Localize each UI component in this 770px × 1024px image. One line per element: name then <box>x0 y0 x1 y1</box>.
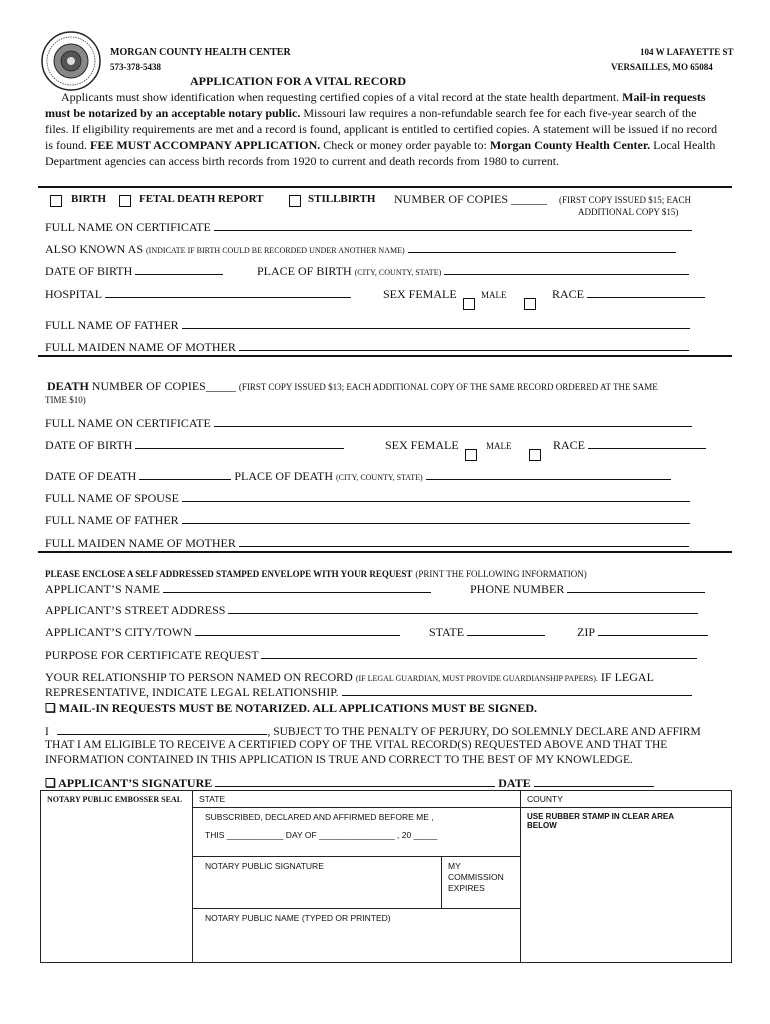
birth-hospital-row[interactable]: HOSPITAL <box>45 287 351 302</box>
death-mother-row[interactable]: FULL MAIDEN NAME OF MOTHER <box>45 536 689 551</box>
declaration-line3: INFORMATION CONTAINED IN THIS APPLICATION IS TRUE AND CORRECT TO THE BEST OF MY KNOWLEDGE. <box>45 754 633 766</box>
death-male-checkbox[interactable] <box>529 449 541 461</box>
birth-male-checkbox[interactable] <box>524 298 536 310</box>
death-dob-row[interactable]: DATE OF BIRTH <box>45 438 344 453</box>
death-spouse-row[interactable]: FULL NAME OF SPOUSE <box>45 491 690 506</box>
signature-row[interactable]: ❑ APPLICANT’S SIGNATURE DATE <box>45 776 654 791</box>
section-divider <box>38 355 732 357</box>
death-race-row[interactable]: RACE <box>553 438 706 453</box>
notary-county-cell[interactable]: COUNTY <box>520 790 732 808</box>
birth-sex-female-label: SEX FEMALE <box>383 287 457 301</box>
applicant-zip-row[interactable]: ZIP <box>577 625 708 640</box>
section-divider <box>38 186 732 188</box>
form-title: APPLICATION FOR A VITAL RECORD <box>190 74 407 88</box>
fetal-death-checkbox[interactable] <box>119 195 131 207</box>
birth-father-row[interactable]: FULL NAME OF FATHER <box>45 318 690 333</box>
birth-copies-field[interactable]: NUMBER OF COPIES ______ <box>394 192 548 206</box>
birth-fullname-row[interactable]: FULL NAME ON CERTIFICATE <box>45 220 692 235</box>
birth-checkbox[interactable] <box>50 195 62 207</box>
mailin-notice: ❑ MAIL-IN REQUESTS MUST BE NOTARIZED. ALL APPLICATIONS MUST BE SIGNED. <box>45 701 537 715</box>
death-copies-note2: TIME $10) <box>45 395 86 405</box>
relationship-row2[interactable]: REPRESENTATIVE, INDICATE LEGAL RELATIONSHIP. <box>45 685 692 700</box>
death-sex-male-label: MALE <box>486 441 512 451</box>
checkmark-icon: ❑ <box>45 701 56 715</box>
declaration-line2: THAT I AM ELIGIBLE TO RECEIVE A CERTIFIED COPY OF THE VITAL RECORD(S) REQUESTED ABOVE AND THAT THE <box>45 739 668 751</box>
birth-dob-row[interactable]: DATE OF BIRTH <box>45 264 223 279</box>
envelope-notice: PLEASE ENCLOSE A SELF ADDRESSED STAMPED ENVELOPE WITH YOUR REQUEST (PRINT THE FOLLOWING INFORMATION) <box>45 569 587 579</box>
notary-signature-cell[interactable]: NOTARY PUBLIC SIGNATURE <box>192 856 442 909</box>
org-name: MORGAN COUNTY HEALTH CENTER <box>110 47 291 58</box>
notary-subscribed-cell[interactable]: SUBSCRIBED, DECLARED AND AFFIRMED BEFORE ME , THIS ____________ DAY OF ________________ , 20 _____ <box>192 807 521 857</box>
death-father-row[interactable]: FULL NAME OF FATHER <box>45 513 690 528</box>
intro-paragraph: Applicants must show identification when requesting certified copies of a vital record at the state health department. Mail-in requests must be notarized by an acceptable notary public. Missouri law requires a non-refundable search fee for each five-year search of the files. If eligibility requirements are met and a record is found, applicant is entitled to certified copies. A statement will be issued if no record is found. FEE MUST ACCOMPANY APPLICATION. Check or money order payable to: Morgan County Health Center. Local Health Department agencies can access birth records from 1920 to current and death records from 1980 to current. <box>45 90 718 168</box>
birth-female-checkbox[interactable] <box>463 298 475 310</box>
address-line1: 104 W LAFAYETTE ST <box>640 47 734 57</box>
death-dod-row[interactable]: DATE OF DEATH PLACE OF DEATH (CITY, COUNTY, STATE) <box>45 469 671 484</box>
birth-pob-row[interactable]: PLACE OF BIRTH (CITY, COUNTY, STATE) <box>257 264 689 279</box>
stillbirth-checkbox[interactable] <box>289 195 301 207</box>
birth-race-row[interactable]: RACE <box>552 287 705 302</box>
section-divider <box>38 551 732 553</box>
notary-state-cell[interactable]: STATE <box>192 790 521 808</box>
org-phone: 573-378-5438 <box>110 62 161 72</box>
rubber-stamp-area: USE RUBBER STAMP IN CLEAR AREA BELOW <box>520 807 732 963</box>
stillbirth-label: STILLBIRTH <box>308 193 376 205</box>
birth-sex-male-label: MALE <box>481 290 507 300</box>
checkmark-icon: ❑ <box>45 776 56 790</box>
birth-label: BIRTH <box>71 193 107 205</box>
fetal-death-label: FETAL DEATH REPORT <box>139 193 264 205</box>
notary-seal-cell: NOTARY PUBLIC EMBOSSER SEAL <box>40 790 193 963</box>
notary-commission-cell[interactable]: MY COMMISSION EXPIRES <box>441 856 521 909</box>
death-fullname-row[interactable]: FULL NAME ON CERTIFICATE <box>45 416 692 431</box>
applicant-street-row[interactable]: APPLICANT’S STREET ADDRESS <box>45 603 698 618</box>
death-sex-female-label: SEX FEMALE <box>385 438 459 452</box>
applicant-phone-row[interactable]: PHONE NUMBER <box>470 582 705 597</box>
birth-mother-row[interactable]: FULL MAIDEN NAME OF MOTHER <box>45 340 689 355</box>
death-female-checkbox[interactable] <box>465 449 477 461</box>
birth-aka-row[interactable]: ALSO KNOWN AS (INDICATE IF BIRTH COULD BE RECORDED UNDER ANOTHER NAME) <box>45 242 676 257</box>
applicant-city-row[interactable]: APPLICANT’S CITY/TOWN <box>45 625 400 640</box>
notary-name-cell[interactable]: NOTARY PUBLIC NAME (TYPED OR PRINTED) <box>192 908 521 963</box>
relationship-row[interactable]: YOUR RELATIONSHIP TO PERSON NAMED ON RECORD (IF LEGAL GUARDIAN, MUST PROVIDE GUARDIANSHIP PAPERS). IF LEGAL <box>45 670 654 684</box>
purpose-row[interactable]: PURPOSE FOR CERTIFICATE REQUEST <box>45 648 697 663</box>
address-line2: VERSAILLES, MO 65084 <box>611 62 713 72</box>
death-copies-row[interactable]: DEATH NUMBER OF COPIES_____ (FIRST COPY ISSUED $13; EACH ADDITIONAL COPY OF THE SAME RECORD ORDERED AT THE SAME <box>47 379 658 393</box>
declaration-line1[interactable]: I , SUBJECT TO THE PENALTY OF PERJURY, DO SOLEMNLY DECLARE AND AFFIRM <box>45 726 701 738</box>
applicant-state-row[interactable]: STATE <box>429 625 545 640</box>
county-seal-logo <box>40 30 102 92</box>
applicant-name-row[interactable]: APPLICANT’S NAME <box>45 582 431 597</box>
birth-copies-note2: ADDITIONAL COPY $15) <box>578 207 679 217</box>
birth-copies-note: (FIRST COPY ISSUED $15; EACH <box>559 195 692 205</box>
